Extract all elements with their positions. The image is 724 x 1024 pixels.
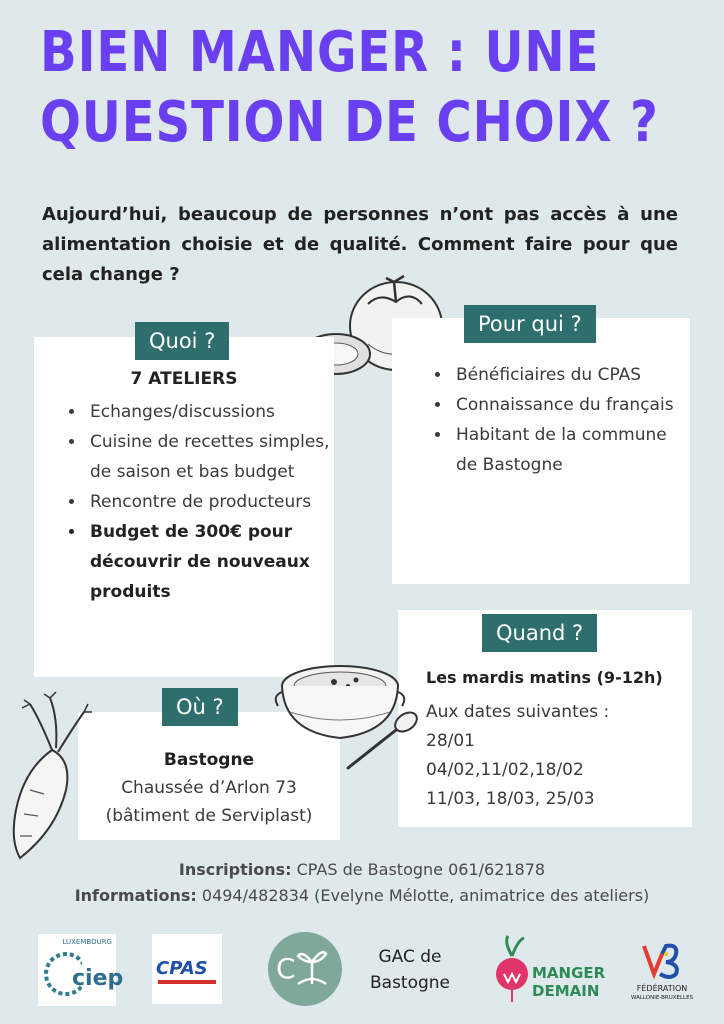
federation-emblem-icon [640,940,684,980]
ou-building: (bâtiment de Serviplast) [105,806,313,826]
inscriptions-label: Inscriptions: [178,860,292,879]
list-item: • Cuisine de recettes simples, de saison et bas budget [86,427,348,487]
gac-letter: C [276,952,296,985]
list-item: • Bénéficiaires du CPAS [452,360,692,390]
gac-text [362,944,458,996]
quand-date: 04/02,11/02,18/02 [426,760,584,780]
pour-qui-card [392,312,690,584]
intro-text: Aujourd’hui, beaucoup de personnes n’ont pas accès à une alimentation choisie et de qualité. Comment faire pour que cela change ? [42,204,678,285]
ou-place: Bastogne [163,750,255,770]
radish-icon [494,934,530,1004]
inscriptions-value: CPAS de Bastogne 061/621878 [296,860,546,879]
list-item: • Budget de 300€ pour découvrir de nouveaux produits [86,517,348,607]
quand-tag: Quand ? [482,614,597,652]
quoi-card [34,329,334,677]
ou-tag: Où ? [162,688,238,726]
sprout-icon [294,944,330,988]
ciep-small-text: LUXEMBOURG [62,938,112,946]
pour-qui-list [430,360,692,480]
carrot-illustration [0,690,95,865]
ou-address: Chaussée d’Arlon 73 [121,778,297,798]
federation-line-2: WALLONIE-BRUXELLES [630,995,694,1001]
ciep-text: ciep [72,966,124,991]
list-item: • Connaissance du français [452,390,692,420]
inscriptions-line [0,860,724,879]
quoi-tag: Quoi ? [135,322,229,360]
page-title [40,18,659,158]
quand-date: 28/01 [426,731,475,751]
demain-text: DEMAIN [532,982,600,1000]
federation-logo [622,940,702,1010]
informations-line [0,886,724,905]
title-line-2: QUESTION DE CHOIX ? [40,90,659,155]
quand-date: 11/03, 18/03, 25/03 [426,789,595,809]
list-item: • Habitant de la commune de Bastogne [452,420,692,480]
cpas-text: CPAS [156,958,208,979]
title-line-1: BIEN MANGER : UNE [40,20,600,85]
quoi-list [64,397,348,607]
manger-text: MANGER [532,964,606,982]
quand-card [398,610,692,827]
gac-text-line-2: Bastogne [369,973,451,993]
quoi-heading: 7 ATELIERS [130,369,238,389]
federation-line-1: FÉDÉRATION [636,984,688,993]
spoon-illustration [342,706,422,776]
quand-heading: Les mardis matins (9-12h) [426,668,663,687]
list-item: • Rencontre de producteurs [86,487,348,517]
manger-demain-logo [494,934,606,1006]
informations-label: Informations: [74,886,197,905]
pour-qui-tag: Pour qui ? [464,305,596,343]
quand-intro: Aux dates suivantes : [426,702,610,722]
informations-value: 0494/482834 (Evelyne Mélotte, animatrice des ateliers) [201,886,650,905]
gac-logo [268,932,342,1006]
list-item: • Echanges/discussions [86,397,348,427]
cpas-logo [152,934,222,1004]
gac-text-line-1: GAC de [378,947,442,967]
ciep-logo [38,934,124,1006]
